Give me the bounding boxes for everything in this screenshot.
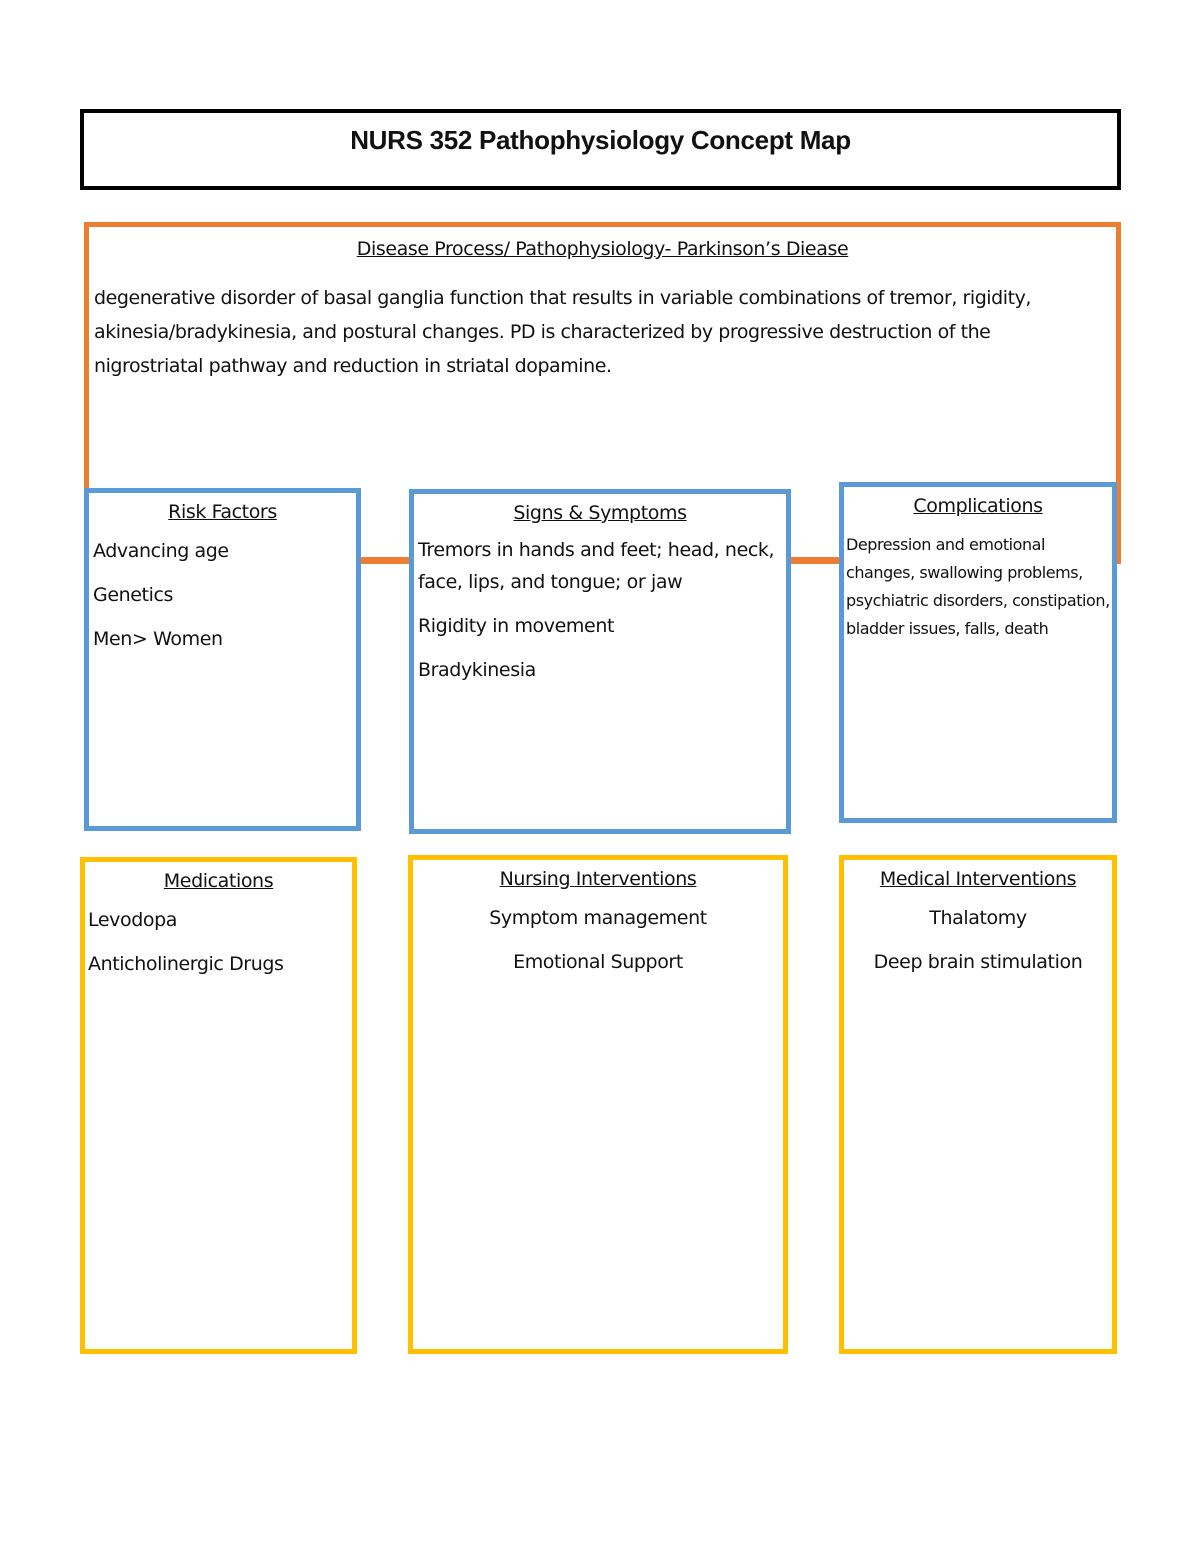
symptom-item: Bradykinesia — [418, 659, 536, 681]
complications-box — [839, 482, 1117, 823]
medication-item: Anticholinergic Drugs — [88, 953, 284, 975]
nursing-interventions-box — [408, 855, 788, 1354]
nursing-intervention-item: Symptom management — [489, 907, 707, 929]
medication-item: Levodopa — [88, 909, 177, 931]
complications-heading: Complications — [913, 495, 1043, 517]
title-box — [80, 109, 1121, 190]
page-title: NURS 352 Pathophysiology Concept Map — [350, 125, 851, 155]
connector-risk-signs — [360, 557, 411, 562]
medical-intervention-item: Thalatomy — [929, 907, 1027, 929]
risk-factors-box — [84, 488, 361, 831]
nursing-interventions-heading: Nursing Interventions — [499, 868, 697, 890]
risk-factor-item: Advancing age — [93, 540, 229, 562]
medical-interventions-box — [839, 855, 1117, 1354]
risk-factor-item: Men> Women — [93, 628, 223, 650]
nursing-intervention-item: Emotional Support — [513, 951, 683, 973]
risk-factors-heading: Risk Factors — [168, 501, 277, 523]
medications-heading: Medications — [163, 870, 274, 892]
connector-signs-complications — [790, 557, 841, 562]
medical-interventions-heading: Medical Interventions — [879, 868, 1077, 890]
signs-symptoms-heading: Signs & Symptoms — [513, 502, 687, 524]
symptom-item: Tremors in hands and feet; head, neck, face, lips, and tongue; or jaw — [418, 539, 775, 593]
complications-text: Depression and emotional changes, swallowing problems, psychiatric disorders, constipation, bladder issues, falls, death — [846, 535, 1110, 638]
risk-factor-item: Genetics — [93, 584, 174, 606]
disease-process-description: degenerative disorder of basal ganglia function that results in variable combinations of tremor, rigidity, akinesia/bradykinesia, and postural changes. PD is characterized by progressive destruction of the nigrostriatal pathway and reduction in striatal dopamine. — [94, 287, 1031, 377]
signs-symptoms-box — [409, 489, 791, 834]
disease-process-heading: Disease Process/ Pathophysiology- Parkinson’s Diease — [356, 238, 849, 260]
symptom-item: Rigidity in movement — [418, 615, 615, 637]
medications-box — [80, 857, 357, 1354]
medical-intervention-item: Deep brain stimulation — [873, 951, 1083, 973]
